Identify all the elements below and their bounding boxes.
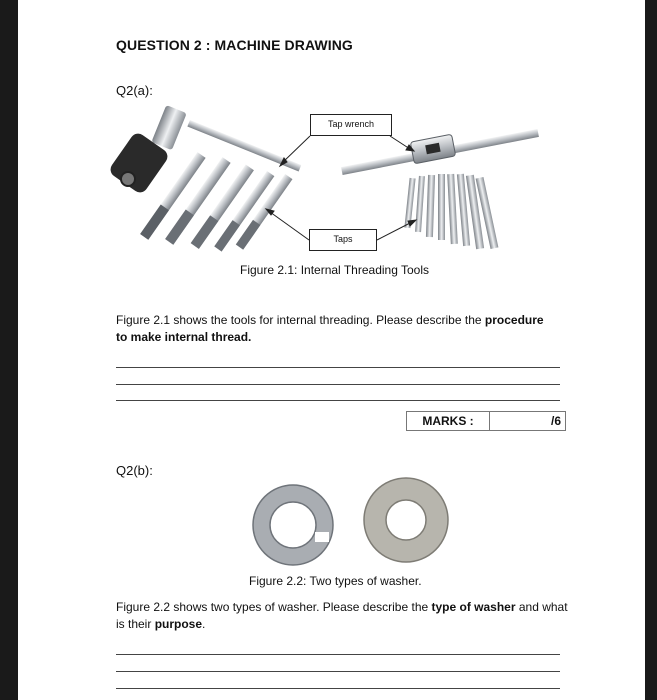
answer-line[interactable] [116,384,560,385]
q2a-prompt-bold-procedure: procedure [484,313,544,327]
question-label-q2b: Q2(b): [116,463,153,478]
q2a-prompt-bold-rest: to make internal thread. [116,330,252,344]
callout-tap-wrench: Tap wrench [310,114,392,136]
answer-line[interactable] [116,671,560,672]
q2b-prompt-bold-purpose: purpose [154,617,203,631]
marks-box [406,411,566,431]
question-label-q2a: Q2(a): [116,83,153,98]
left-border [0,0,18,700]
tap-wrench-t-handle-icon [107,105,301,196]
callout-taps: Taps [309,229,377,251]
taps-set-right-icon [404,174,498,249]
marks-value: /6 [550,414,561,428]
page-title: QUESTION 2 : MACHINE DRAWING [116,37,353,53]
q2b-prompt-bold-type: type of washer [431,600,516,614]
q2b-prompt-end: . [202,617,206,631]
answer-line[interactable] [116,654,560,655]
flat-washer-icon [364,478,448,562]
figure-2-1-caption: Figure 2.1: Internal Threading Tools [240,263,430,277]
taps-set-left-icon [140,152,292,251]
question-text-q2b [116,599,571,633]
marks-label: MARKS : [407,412,490,430]
q2b-prompt-mid: and what is their [116,600,568,631]
question-text-q2a [116,312,571,346]
spring-lock-washer-icon [253,485,333,565]
right-border [645,0,657,700]
figure-2-2-caption: Figure 2.2: Two types of washer. [249,574,422,588]
answer-line[interactable] [116,367,560,368]
answer-line[interactable] [116,400,560,401]
q2a-prompt-text: Figure 2.1 shows the tools for internal threading. Please describe the [116,313,485,327]
callout-pointers [266,136,416,240]
answer-line[interactable] [116,688,560,689]
q2b-prompt-text: Figure 2.2 shows two types of washer. Please describe the [116,600,432,614]
